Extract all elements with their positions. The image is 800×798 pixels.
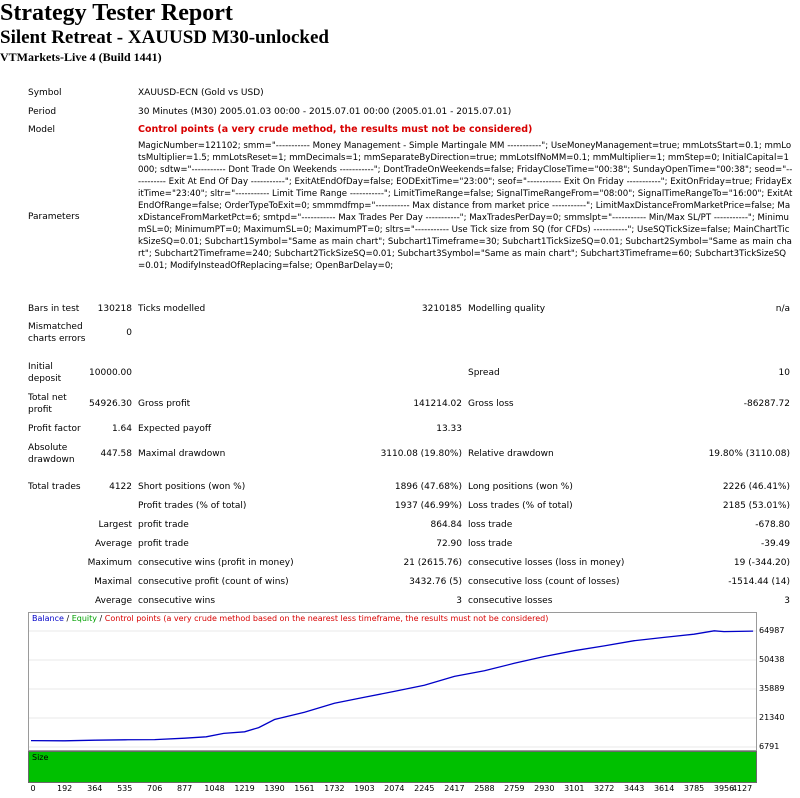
largest-profit-label: profit trade <box>138 520 189 530</box>
size-panel <box>28 751 757 783</box>
x-tick-label: 4127 <box>731 784 753 793</box>
avg-wins-label: consecutive wins <box>138 596 216 606</box>
parameters-label: Parameters <box>28 212 80 222</box>
parameters-value: MagicNumber=121102; smm="----------- Money Management - Simple Martingale MM -----------"; UseMoneyManagement=true; mmLotsStart=0.1; mmLotsMultiplier=1.5; mmLotsReset=1; mmDecimals=1; mmSeparateByDirection=true; mmLotsIfNoMM=0.1; mmMultiplier=1; mmStep=0; InitialCapital=1000; sdtw="----------- Dont Trade On Weekends -----------"; DontTradeOnWeekends=false; FridayCloseTime="00:38"; SundayOpenTime="00:38"; seod="----------- Exit At End Of Day -----------"; ExitAtEndOfDay=false; EODExitTime="23:00"; seof="----------- Exit On Friday -----------"; ExitOnFriday=true; FridayExitTime="23:40"; sltr="----------- Limit Time Range -----------"; LimitTimeRange=false; SignalTimeRangeFrom="08:00"; SignalTimeRangeTo="16:00"; ExitAtEndOfRange=false; OrderTypeToExit=0; smmmdfmp="----------- Max distance from market price -----------"; LimitMaxDistanceFromMarketPrice=false; MaxDistanceFromMarketPct=6; smtpd="----------- Max Trades Per Day -----------"; MaxTradesPerDay=0; smmslpt="----------- Min/Max SL/PT -----------"; MinimumSL=0; MinimumPT=0; MaximumSL=0; MaximumPT=0; sltrs="----------- Use Tick size from SQ (for CFDs) -----------"; UseSQTickSize=false; MainChartTickSizeSQ=0.01; Subchart1Symbol="Same as main chart"; Subchart1Timeframe=30; Subchart1TickSizeSQ=0.01; Subchart2Symbol="Same as main chart"; Subchart2Timeframe=240; Subchart2TickSizeSQ=0.01; Subchart3Symbol="Same as main chart"; Subchart3Timeframe=60; Subchart3TickSizeSQ=0.01; ModifyInsteadOfReplacing=false; OpenBarDelay=0; <box>138 141 793 271</box>
maxdd-value: 3110.08 (19.80%) <box>380 449 462 459</box>
reldd-value: 19.80% (3110.08) <box>708 449 790 459</box>
avg-losses-value: 3 <box>784 596 790 606</box>
quality-label: Modelling quality <box>468 304 546 314</box>
ptrades-value: 1937 (46.99%) <box>394 501 462 511</box>
x-tick-label: 2245 <box>414 784 435 793</box>
y-tick-label: 50438 <box>759 655 785 664</box>
chart-legend <box>32 614 548 624</box>
expected-label: Expected payoff <box>138 424 212 434</box>
avg-wins-value: 3 <box>456 596 462 606</box>
mismatched-label-1: Mismatched <box>28 322 83 332</box>
x-tick-label: 535 <box>117 784 133 793</box>
x-tick-label: 706 <box>147 784 163 793</box>
x-tick-label: 364 <box>87 784 103 793</box>
y-tick-label: 21340 <box>759 713 785 722</box>
maximal-profit-label: consecutive profit (count of wins) <box>138 577 289 587</box>
legend-control-points: Control points (a very crude method based on the nearest less timeframe, the results must not be considered) <box>104 614 549 623</box>
model-value: Control points (a very crude method, the results must not be considered) <box>138 124 533 135</box>
report-server: VTMarkets-Live 4 (Build 1441) <box>0 50 162 64</box>
reldd-label: Relative drawdown <box>468 449 554 459</box>
max-losses-label: consecutive losses (loss in money) <box>468 558 625 568</box>
grossprofit-label: Gross profit <box>138 399 191 409</box>
x-tick-label: 3614 <box>653 784 675 793</box>
bars-value: 130218 <box>97 304 132 314</box>
x-tick-label: 1561 <box>294 784 315 793</box>
x-tick-label: 0 <box>30 784 36 793</box>
trades-label: Total trades <box>28 482 81 492</box>
x-tick-label: 2417 <box>444 784 465 793</box>
period-value: 30 Minutes (M30) 2005.01.03 00:00 - 2015.07.01 00:00 (2005.01.01 - 2015.07.01) <box>138 107 512 117</box>
x-tick-label: 1390 <box>264 784 285 793</box>
trades-value: 4122 <box>109 482 132 492</box>
x-tick-label: 3956 <box>713 784 735 793</box>
size-panel-label: Size <box>32 753 49 762</box>
x-tick-label: 192 <box>56 784 73 793</box>
absdd-label-1: Absolute <box>28 443 68 453</box>
legend-sep-2: / <box>96 614 105 623</box>
x-tick-label: 3785 <box>683 784 705 793</box>
maxdd-label: Maximal drawdown <box>138 449 226 459</box>
grossloss-label: Gross loss <box>468 399 514 409</box>
short-label: Short positions (won %) <box>138 482 246 492</box>
absdd-value: 447.58 <box>100 449 132 459</box>
mismatched-label-2: charts errors <box>28 334 86 344</box>
pf-value: 1.64 <box>111 424 132 434</box>
x-tick-label: 1732 <box>324 784 345 793</box>
balance-chart-svg <box>29 613 756 750</box>
maximal-label: Maximal <box>94 577 132 587</box>
spread-label: Spread <box>468 368 500 378</box>
legend-equity: Equity <box>71 614 97 623</box>
expected-value: 13.33 <box>436 424 462 434</box>
x-tick-label: 1048 <box>204 784 225 793</box>
x-tick-label: 2759 <box>504 784 525 793</box>
bars-label: Bars in test <box>28 304 80 314</box>
maximal-loss-value: -1514.44 (14) <box>728 577 790 587</box>
long-value: 2226 (46.41%) <box>722 482 790 492</box>
legend-sep-1: / <box>63 614 72 623</box>
netprofit-label-1: Total net <box>28 393 67 403</box>
ptrades-label: Profit trades (% of total) <box>138 501 247 511</box>
x-tick-label: 3272 <box>594 784 615 793</box>
legend-balance: Balance <box>32 614 64 623</box>
largest-label: Largest <box>98 520 132 530</box>
x-tick-label: 3101 <box>564 784 585 793</box>
x-tick-label: 3443 <box>623 784 645 793</box>
absdd-label-2: drawdown <box>28 455 75 465</box>
average-label: Average <box>95 539 132 549</box>
x-tick-label: 877 <box>176 784 193 793</box>
ticks-label: Ticks modelled <box>138 304 206 314</box>
x-tick-label: 1219 <box>234 784 255 793</box>
avgcons-label: Average <box>95 596 132 606</box>
ltrades-label: Loss trades (% of total) <box>468 501 573 511</box>
netprofit-value: 54926.30 <box>89 399 132 409</box>
mismatched-value: 0 <box>126 328 132 338</box>
average-loss-label: loss trade <box>468 539 513 549</box>
initial-label-1: Initial <box>28 362 53 372</box>
average-loss-value: -39.49 <box>760 539 790 549</box>
long-label: Long positions (won %) <box>468 482 573 492</box>
netprofit-label-2: profit <box>28 405 52 415</box>
symbol-label: Symbol <box>28 88 62 98</box>
initial-value: 10000.00 <box>89 368 132 378</box>
largest-loss-value: -678.80 <box>755 520 790 530</box>
max-wins-value: 21 (2615.76) <box>403 558 462 568</box>
average-profit-label: profit trade <box>138 539 189 549</box>
largest-profit-value: 864.84 <box>430 520 462 530</box>
initial-label-2: deposit <box>28 374 62 384</box>
period-label: Period <box>28 107 57 117</box>
maximum-label: Maximum <box>87 558 132 568</box>
maximal-loss-label: consecutive loss (count of losses) <box>468 577 620 587</box>
pf-label: Profit factor <box>28 424 81 434</box>
series-line-balance <box>31 631 753 741</box>
max-losses-value: 19 (-344.20) <box>733 558 790 568</box>
largest-loss-label: loss trade <box>468 520 513 530</box>
average-profit-value: 72.90 <box>436 539 462 549</box>
grossprofit-value: 141214.02 <box>413 399 462 409</box>
avg-losses-label: consecutive losses <box>468 596 553 606</box>
x-tick-label: 1903 <box>354 784 375 793</box>
report-subtitle: Silent Retreat - XAUUSD M30-unlocked <box>0 27 329 48</box>
short-value: 1896 (47.68%) <box>394 482 462 492</box>
y-tick-label: 6791 <box>759 742 780 751</box>
x-tick-label: 2930 <box>534 784 555 793</box>
grossloss-value: -86287.72 <box>743 399 790 409</box>
max-wins-label: consecutive wins (profit in money) <box>138 558 294 568</box>
y-tick-label: 35889 <box>759 684 785 693</box>
balance-chart <box>28 612 757 751</box>
x-tick-label: 2074 <box>384 784 405 793</box>
maximal-profit-value: 3432.76 (5) <box>409 577 462 587</box>
x-tick-label: 2588 <box>474 784 495 793</box>
y-tick-label: 64987 <box>759 626 785 635</box>
report-title: Strategy Tester Report <box>0 0 233 26</box>
quality-value: n/a <box>775 304 790 314</box>
ticks-value: 3210185 <box>421 304 462 314</box>
symbol-value: XAUUSD-ECN (Gold vs USD) <box>138 88 264 98</box>
ltrades-value: 2185 (53.01%) <box>722 501 790 511</box>
spread-value: 10 <box>778 368 790 378</box>
model-label: Model <box>28 125 56 135</box>
